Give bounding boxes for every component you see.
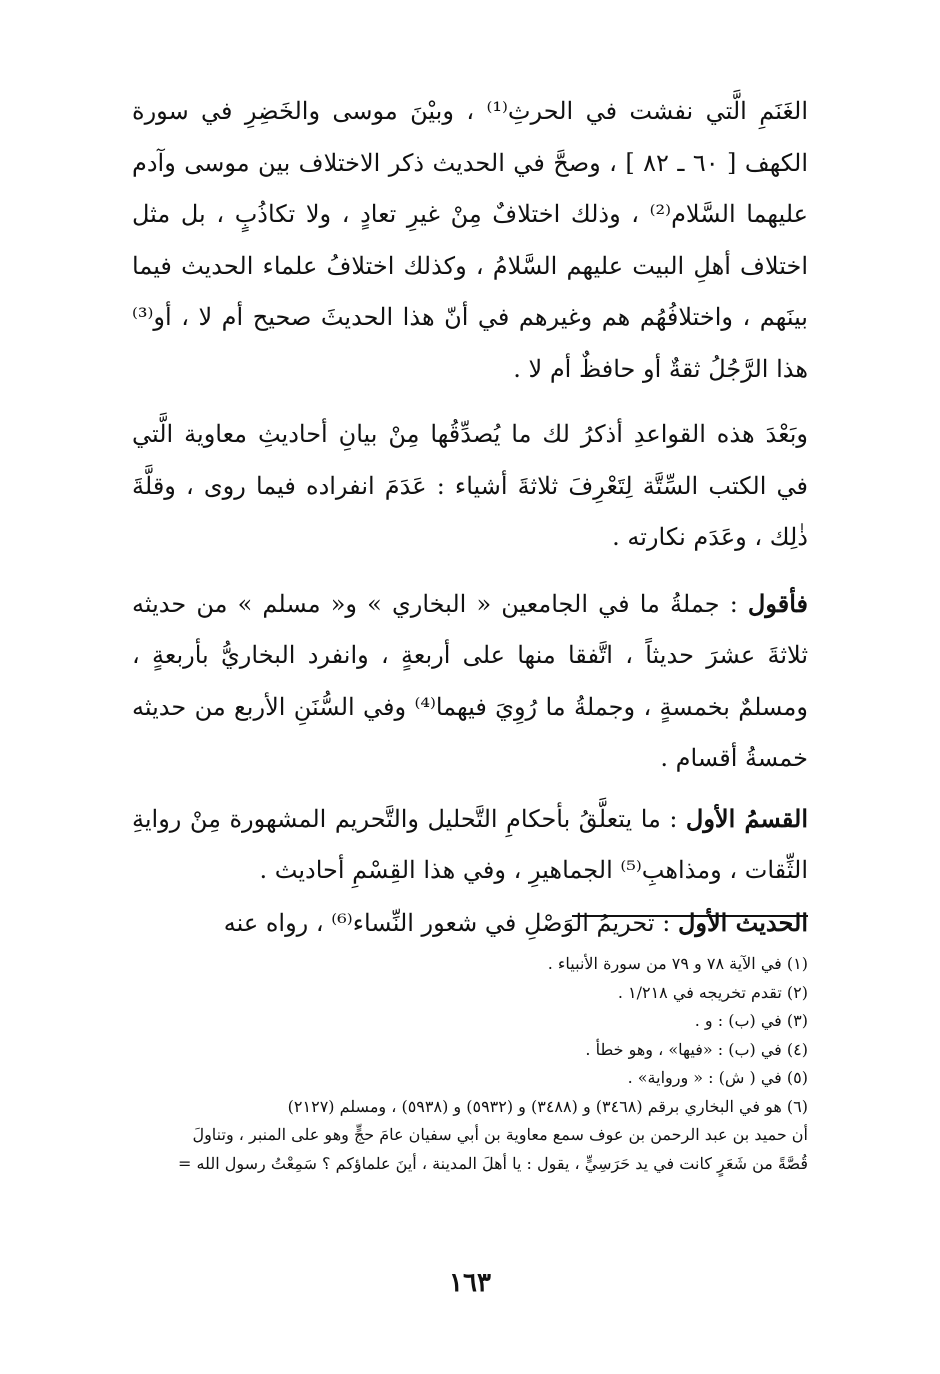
footnote-6-line-2: أن حميد بن عبد الرحمن بن عوف سمع معاوية بن أبي سفيان عامَ حجٍّ وهو على المنبر ، وتناولَ (192, 1125, 808, 1144)
paragraph-5-lead: الحديث الأول (677, 907, 808, 937)
footnote-2: (٢) تقدم تخريجه في ١/٢١٨ . (617, 982, 808, 1002)
footnote-6: (٦) هو في البخاري برقم (٣٤٦٨) و (٣٤٨٨) و (٥٩٣٢) و (٥٩٣٨) ، ومسلم (٢١٢٧) (287, 1096, 808, 1116)
main-text (132, 86, 808, 949)
footnotes (132, 950, 808, 1178)
paragraph-3-text: : جملةُ ما في الجامعين « البخاري » و« مسلم » من حديثه ثلاثةَ عشرَ حديثاً ، اتَّفقا منها على أربعةٍ ، وانفرد البخاريُّ بأربعةٍ ، ومسلمٌ بخمسةٍ ، وجملةُ ما رُوِيَ فيهما⁽⁴⁾ وفي السُّنَنِ الأربع من حديثه خمسةُ أقسام . (132, 589, 808, 772)
paragraph-3 (132, 578, 808, 785)
footnote-3: (٣) في (ب) : و . (694, 1011, 808, 1030)
paragraph-4-lead: القسمُ الأول (685, 803, 808, 833)
footnote-1: (١) في الآية ٧٨ و ٧٩ من سورة الأنبياء . (547, 954, 808, 973)
paragraph-4 (132, 793, 808, 897)
footnote-4: (٤) في (ب) : «فيها» ، وهو خطأ . (585, 1039, 808, 1059)
footnote-5: (٥) في ( ش) : « ورواية» . (627, 1068, 808, 1087)
page-number: ١٦٣ (449, 1268, 491, 1298)
paragraph-5 (132, 897, 808, 950)
paragraph-4-text: : ما يتعلَّقُ بأحكامِ التَّحليل والتَّحريم المشهورة مِنْ روايةِ الثِّقات ، ومذاهبِ⁽⁵⁾ الجماهيرِ ، وفي هذا القِسْمِ أحاديث . (132, 804, 808, 884)
paragraph-2: وبَعْدَ هذه القواعدِ أذكرُ لك ما يُصدِّقُها مِنْ بيانِ أحاديثِ معاوية الَّتي في الكتب السِّتَّة لِتَعْرِفَ ثلاثةَ أشياء : عَدَمَ انفراده فيما روى ، وقلَّةَ ذٰلِك ، وعَدَم نكارته . (132, 420, 808, 551)
paragraph-3-lead: فأقول (747, 588, 808, 618)
paragraph-5-text: : تحريمُ الوَصْلِ في شعور النِّساء⁽⁶⁾ ، رواه عنه (223, 908, 678, 937)
footnote-6-line-3: قُصَّةً من شَعَرٍ كانت في يد حَرَسِيٍّ ، يقول : يا أهلَ المدينة ، أينَ علماؤكم ؟ سَمِعْتُ رسول الله = (177, 1153, 808, 1173)
footnote-separator (572, 915, 808, 917)
paragraph-1: الغَنَمِ الَّتي نفشت في الحرثِ⁽¹⁾ ، وبيْنَ موسى والخَضِرِ في سورة الكهف [ ٦٠ ـ ٨٢ ] ، وصحَّ في الحديث ذكر الاختلاف بين موسى وآدم عليهما السَّلام⁽²⁾ ، وذلك اختلافٌ مِنْ غيرِ تعادٍ ، ولا تكاذُبٍ ، بل مثل اختلاف أهلِ البيت عليهم السَّلامُ ، وكذلك اختلافُ علماء الحديث فيما بينَهم ، واختلافُهُم هم وغيرهم في أنّ هذا الحديثَ صحيح أم لا ، أو⁽³⁾ هذا الرَّجُلُ ثقةٌ أو حافظٌ أم لا . (132, 97, 809, 383)
